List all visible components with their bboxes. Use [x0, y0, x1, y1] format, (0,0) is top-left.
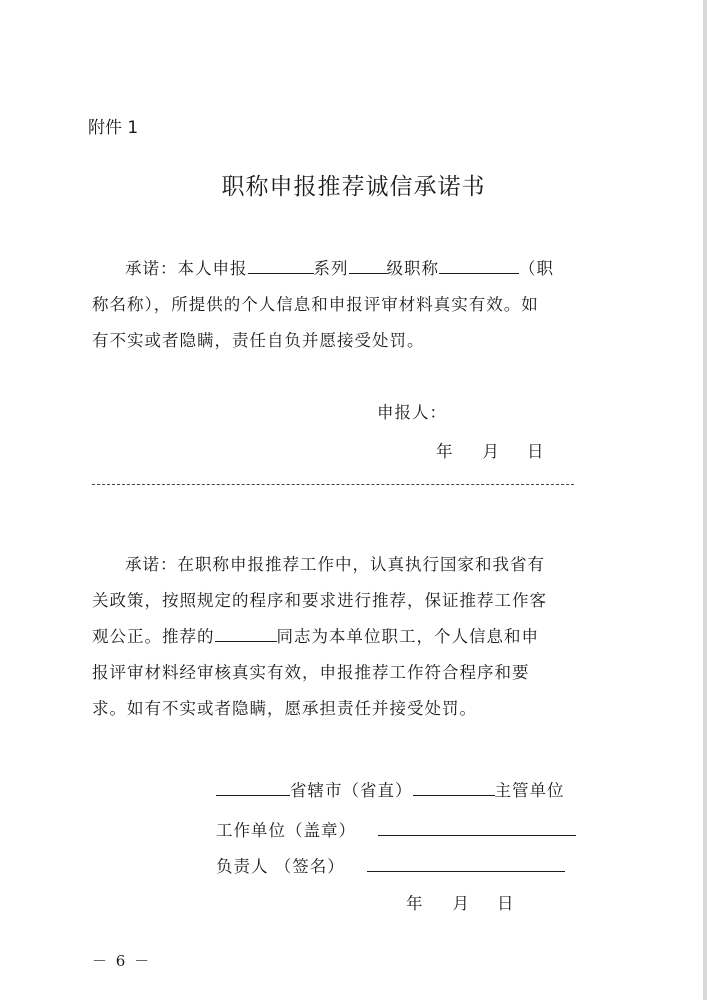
applicant-signer-label: 申报人： [377, 403, 447, 422]
title-name-open: （职 [519, 259, 554, 278]
unit-pledge-line-2: 关政策，按照规定的程序和要求进行推荐，保证推荐工作客 [92, 591, 547, 610]
recommended-name-blank[interactable] [215, 623, 277, 642]
province-label: 省辖市（省直） [290, 781, 413, 800]
level-label: 级职称 [386, 259, 439, 278]
section-divider [92, 484, 574, 485]
head-label: 负责人 （签名） [216, 857, 345, 876]
applicant-pledge-line-2: 称名称），所提供的个人信息和申报评审材料真实有效。如 [92, 295, 539, 314]
unit-date [406, 890, 514, 914]
series-label: 系列 [313, 259, 349, 278]
page-edge [703, 0, 707, 1000]
attachment-label: 附件 1 [88, 118, 139, 138]
title-name-blank[interactable] [439, 255, 519, 274]
province-blank[interactable] [216, 777, 290, 796]
applicant-date-day: 日 [527, 442, 544, 461]
unit-date-year: 年 [406, 894, 423, 913]
recommended-intro: 观公正。推荐的 [92, 627, 215, 646]
authority-row [216, 777, 565, 801]
head-signature-row [216, 853, 565, 877]
applicant-date-month: 月 [482, 442, 499, 461]
unit-seal-row [216, 817, 576, 841]
applicant-pledge [92, 251, 592, 359]
applicant-pledge-line-1 [92, 251, 592, 287]
pledge-intro: 承诺：本人申报 [125, 259, 248, 278]
unit-pledge-line-5: 求。如有不实或者隐瞒，愿承担责任并接受处罚。 [92, 699, 477, 718]
series-blank[interactable] [248, 255, 314, 274]
page-number: － 6 － [92, 952, 152, 970]
applicant-date [436, 438, 544, 462]
recommended-rest: 同志为本单位职工，个人信息和申 [276, 627, 539, 646]
unit-date-month: 月 [452, 894, 469, 913]
applicant-pledge-line-3: 有不实或者隐瞒，责任自负并愿接受处罚。 [92, 331, 425, 350]
applicant-date-year: 年 [436, 442, 453, 461]
unit-date-day: 日 [497, 894, 514, 913]
unit-seal-blank[interactable] [378, 817, 576, 836]
authority-blank[interactable] [413, 777, 495, 796]
unit-pledge-line-3 [92, 619, 592, 655]
document-title: 职称申报推荐诚信承诺书 [221, 174, 486, 200]
unit-pledge-line-4: 报评审材料经审核真实有效，申报推荐工作符合程序和要 [92, 663, 530, 682]
authority-label: 主管单位 [494, 781, 565, 800]
head-signature-blank[interactable] [367, 853, 565, 872]
level-blank[interactable] [349, 255, 387, 274]
unit-pledge-line-1: 承诺：在职称申报推荐工作中，认真执行国家和我省有 [125, 555, 545, 574]
unit-pledge [92, 547, 592, 727]
unit-label: 工作单位（盖章） [216, 821, 356, 840]
